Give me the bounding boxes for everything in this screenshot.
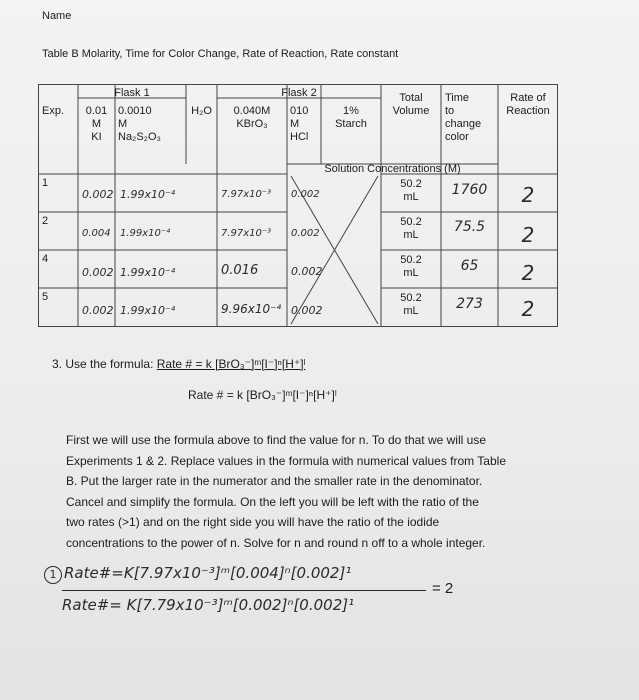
- rate-value: 2: [521, 261, 535, 285]
- rate-formula: Rate # = k [BrO₃⁻]ᵐ[I⁻]ⁿ[H⁺]ˡ: [156, 357, 306, 371]
- flask2-header: Flask 2: [281, 87, 317, 99]
- fraction-bar: [62, 590, 426, 591]
- exp-number: 4: [42, 253, 49, 265]
- flask1-header: Flask 1: [114, 87, 150, 99]
- hcl-header: 010 M HCl: [290, 105, 309, 143]
- exp-number: 1: [42, 177, 49, 189]
- ratio-denominator: Rate#= K[7.79x10⁻³]ᵐ[0.002]ⁿ[0.002]¹: [62, 596, 355, 614]
- table-title: Table B Molarity, Time for Color Change, Rate of Reaction, Rate constant: [42, 48, 399, 60]
- ratio-numerator: Rate#=K[7.97x10⁻³]ᵐ[0.004]ⁿ[0.002]¹: [64, 564, 352, 582]
- kbro3-value: 7.97x10⁻³: [221, 189, 272, 200]
- total-volume-value: 50.2 mL: [400, 216, 422, 241]
- ki-value: 0.002: [82, 304, 114, 317]
- ki-value: 0.004: [82, 228, 111, 239]
- kbro3-header: 0.040M KBrO₃: [233, 105, 271, 130]
- ki-value: 0.002: [82, 266, 114, 279]
- kbro3-value: 0.016: [221, 263, 259, 278]
- thio-value: 1.99x10⁻⁴: [120, 304, 176, 317]
- time-value: 75.5: [453, 219, 486, 235]
- thio-header: 0.0010 M Na₂S₂O₃: [118, 105, 161, 143]
- thio-value: 1.99x10⁻⁴: [120, 266, 176, 279]
- starch-header: 1% Starch: [335, 105, 367, 130]
- exp-number: 2: [42, 215, 49, 227]
- time-header: Time to change color: [445, 92, 482, 143]
- hcl-value: 0.002: [291, 228, 320, 239]
- exp-header: Exp.: [42, 105, 65, 117]
- hcl-value: 0.002: [291, 265, 323, 278]
- rate-value: 2: [521, 223, 535, 247]
- rate-formula-repeat: Rate # = k [BrO₃⁻]ᵐ[I⁻]ⁿ[H⁺]ˡ: [188, 388, 337, 402]
- solution-conc-header: Solution Concentrations (M): [324, 163, 461, 175]
- question-3: 3. Use the formula: Rate # = k [BrO₃⁻]ᵐ[I⁻]ⁿ[H⁺]ˡ: [52, 357, 306, 371]
- h2o-header: H₂O: [191, 105, 212, 117]
- total-volume-value: 50.2 mL: [400, 178, 422, 203]
- hcl-value: 0.002: [291, 304, 323, 317]
- time-value: 273: [456, 296, 483, 312]
- data-table: [38, 84, 558, 327]
- circled-step-number: 1: [44, 566, 62, 584]
- total-volume-value: 50.2 mL: [400, 254, 422, 279]
- thio-value: 1.99x10⁻⁴: [120, 228, 171, 239]
- ki-value: 0.002: [82, 188, 114, 201]
- kbro3-value: 7.97x10⁻³: [221, 228, 272, 239]
- time-value: 1760: [451, 182, 488, 198]
- rate-header: Rate of Reaction: [506, 92, 550, 117]
- ki-header: 0.01 M KI: [85, 105, 108, 143]
- total-volume-header: Total Volume: [392, 92, 430, 117]
- thio-value: 1.99x10⁻⁴: [120, 188, 176, 201]
- instructions-paragraph: First we will use the formula above to find the value for n. To do that we will use Experiments 1 & 2. Replace values in the formula with numerical values from Table B. Put the larger rate in the numerator and the smaller rate in the denominator. Cancel and simplify the formula. On the left you will be left with the ratio of the two rates (>1) and on the right side you will have the ratio of the iodide concentrations to the power of n. Solve for n and round n off to a whole integer.: [66, 433, 506, 550]
- rate-value: 2: [521, 183, 535, 207]
- ratio-result: = 2: [432, 580, 454, 597]
- rate-value: 2: [521, 297, 535, 321]
- exp-number: 5: [42, 291, 49, 303]
- kbro3-value: 9.96x10⁻⁴: [221, 302, 282, 316]
- total-volume-value: 50.2 mL: [400, 292, 422, 317]
- time-value: 65: [460, 258, 479, 274]
- hcl-value: 0.002: [291, 189, 320, 200]
- name-label: Name: [42, 10, 72, 22]
